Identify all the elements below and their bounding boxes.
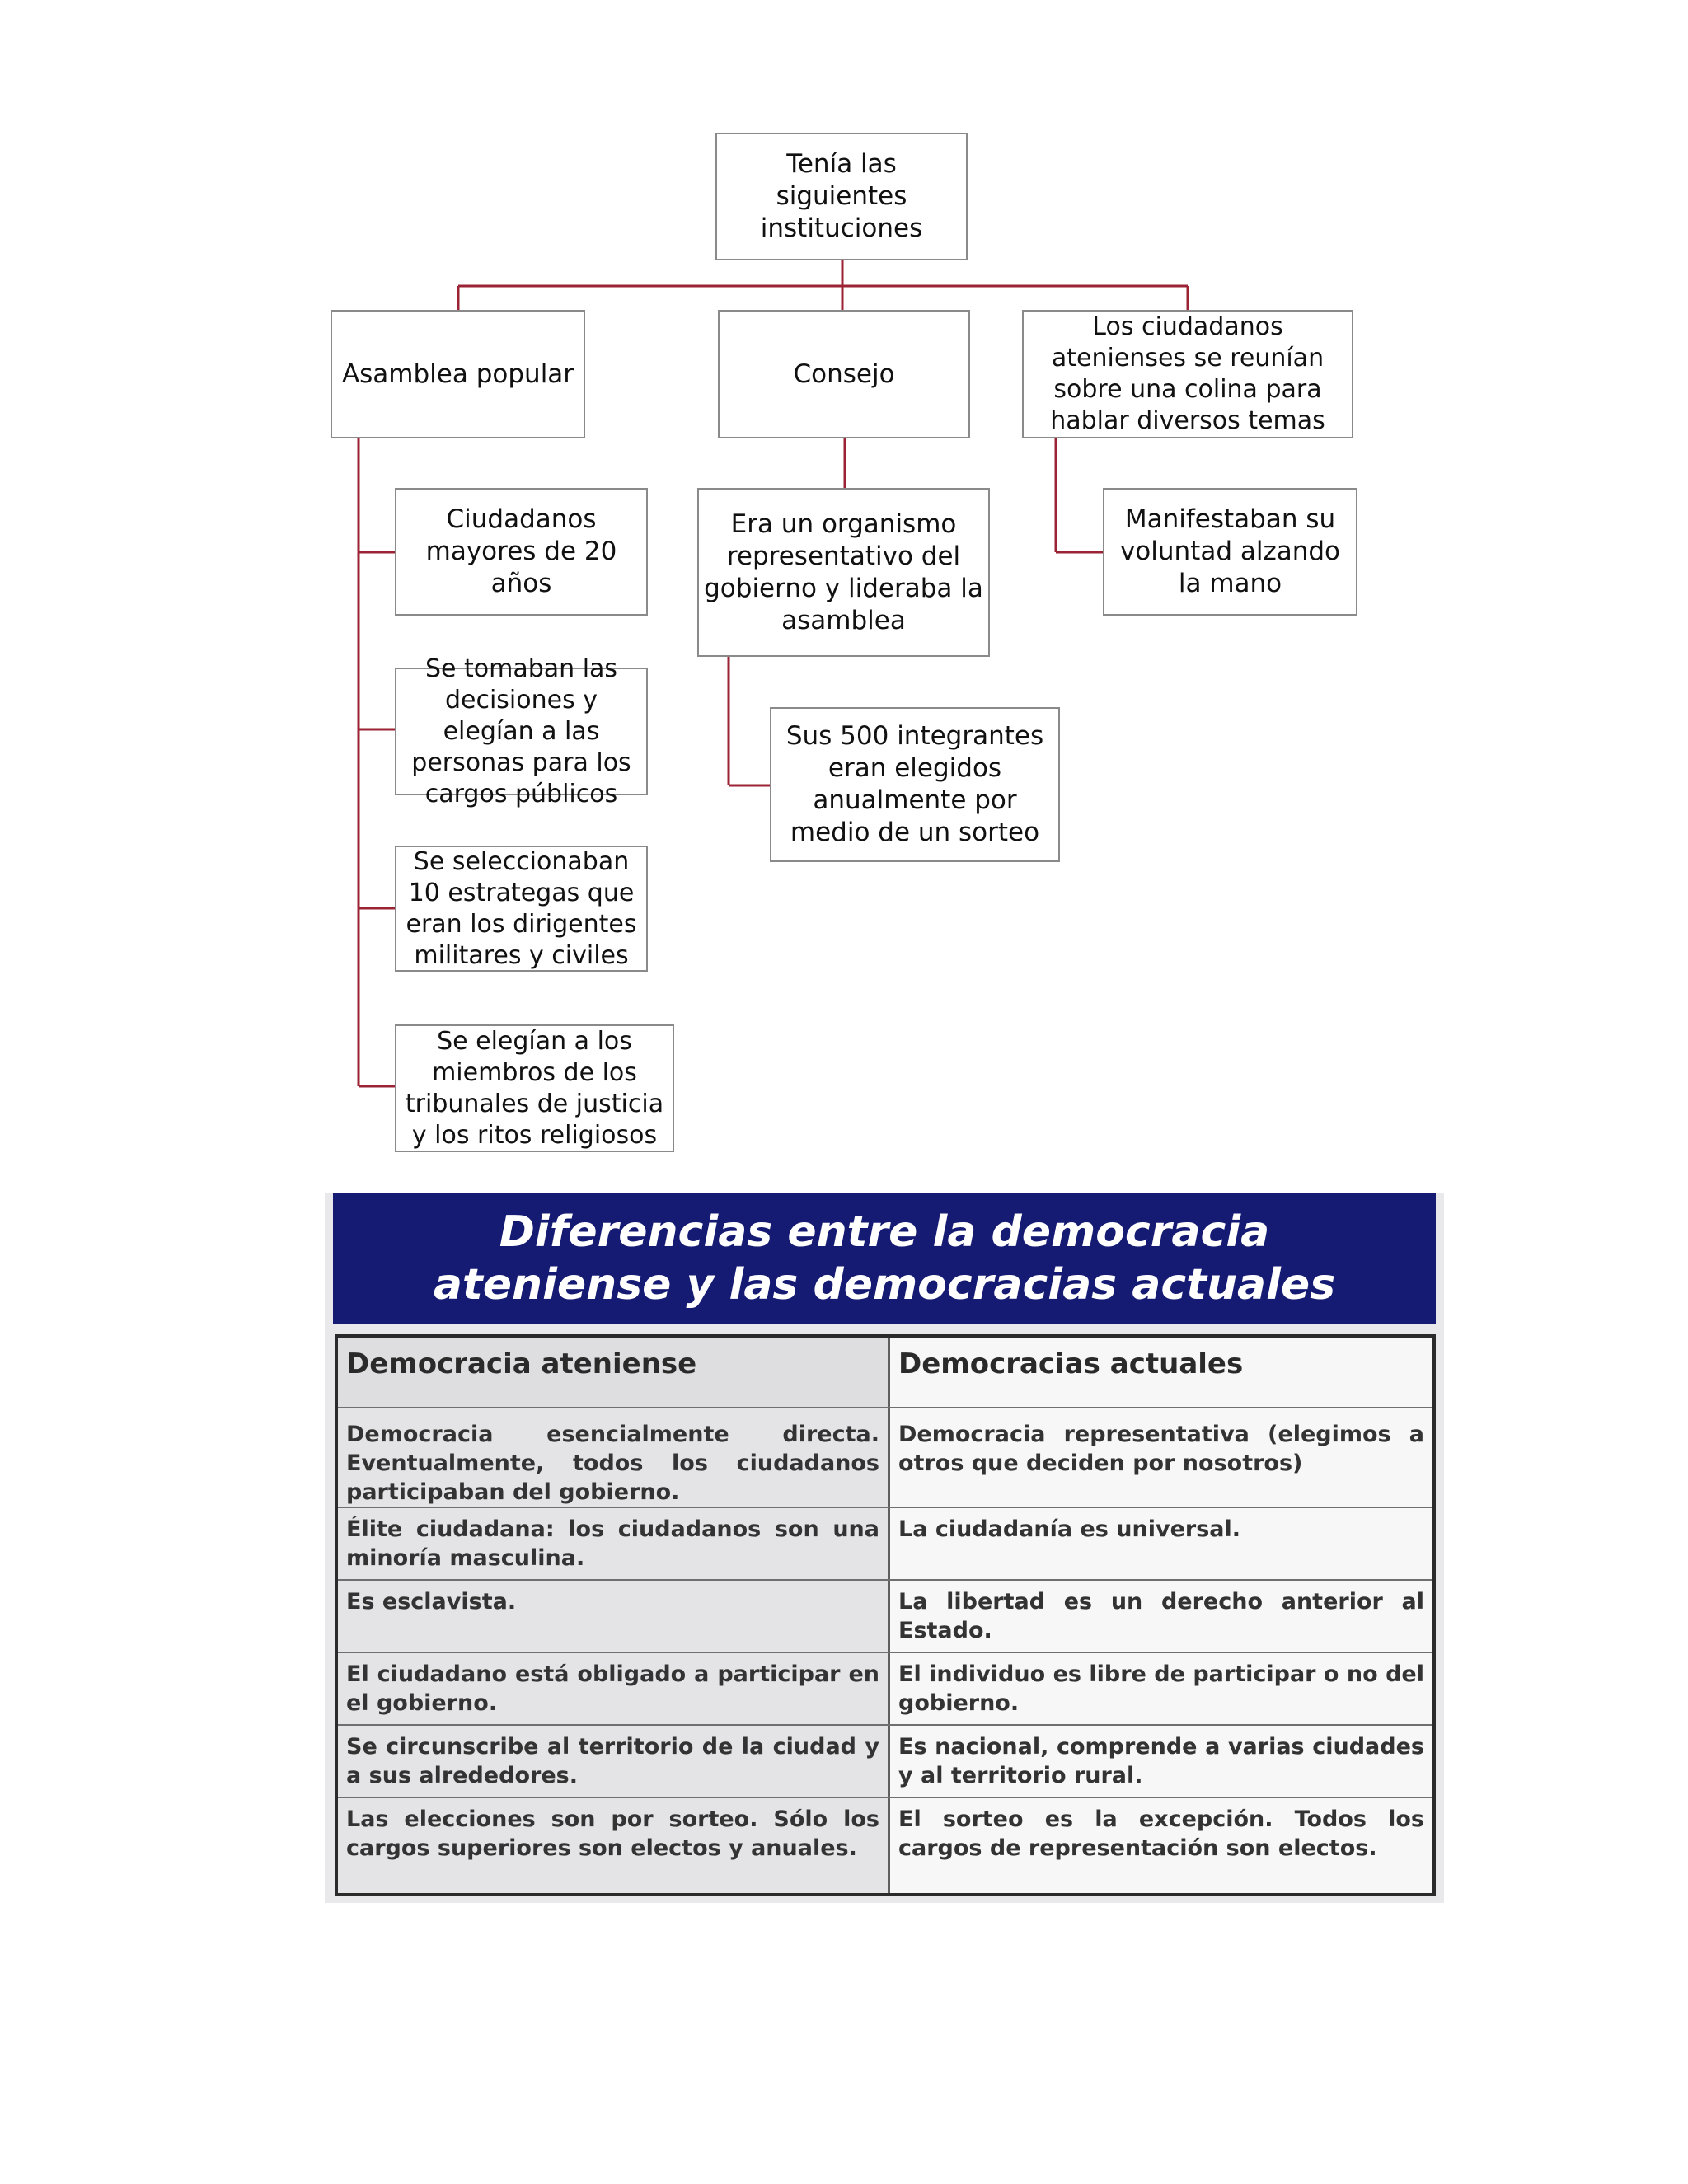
- table-row: [338, 1798, 1432, 1893]
- table-row: [338, 1726, 1432, 1798]
- comparison-table: [335, 1334, 1436, 1896]
- header-cell-ateniense: Democracia ateniense: [338, 1338, 890, 1407]
- table-cell: La libertad es un derecho anterior al Estado.: [890, 1581, 1432, 1652]
- asamblea-item-label: Se elegían a los miembros de los tribunales de justicia y los ritos religiosos: [405, 1026, 664, 1150]
- table-cell: La ciudadanía es universal.: [890, 1508, 1432, 1579]
- consejo-item-label: Era un organismo representativo del gobierno y lideraba la asamblea: [704, 509, 983, 635]
- ciudadanos-atenienses-label: Los ciudadanos atenienses se reunían sobre una colina para hablar diversos temas: [1050, 312, 1325, 435]
- ciudadanos-item-node: [1103, 488, 1357, 616]
- table-header-row: [338, 1338, 1432, 1408]
- asamblea-item-label: Se seleccionaban 10 estrategas que eran los dirigentes militares y civiles: [406, 846, 637, 970]
- table-cell: El sorteo es la excepción. Todos los cargos de representación son electos.: [890, 1798, 1432, 1893]
- table-row: [338, 1508, 1432, 1581]
- table-cell: Es nacional, comprende a varias ciudades y al territorio rural.: [890, 1726, 1432, 1797]
- table-cell: El ciudadano está obligado a participar en el gobierno.: [338, 1653, 890, 1724]
- ciudadanos-atenienses-node: [1022, 310, 1353, 438]
- asamblea-item-label: Ciudadanos mayores de 20 años: [425, 504, 617, 598]
- root-node-label: Tenía las siguientes instituciones: [760, 149, 923, 243]
- table-title-line-1: Diferencias entre la democracia: [499, 1207, 1270, 1257]
- table-row: [338, 1408, 1432, 1508]
- consejo-label: Consejo: [793, 359, 895, 389]
- asamblea-popular-label: Asamblea popular: [341, 359, 574, 389]
- asamblea-item-node: [395, 654, 648, 808]
- asamblea-item-node: [395, 846, 648, 972]
- table-cell: Es esclavista.: [338, 1581, 890, 1652]
- consejo-item-node: [697, 488, 990, 657]
- consejo-item-label: Sus 500 integrantes eran elegidos anualmente por medio de un sorteo: [785, 721, 1044, 847]
- table-title-line-2: ateniense y las democracias actuales: [433, 1260, 1336, 1310]
- comparison-table-figure: [325, 1193, 1444, 1903]
- consejo-item-node: [770, 707, 1060, 862]
- table-cell: Democracia representativa (elegimos a otros que deciden por nosotros): [890, 1408, 1432, 1507]
- asamblea-item-node: [395, 1024, 674, 1152]
- table-cell: El individuo es libre de participar o no del gobierno.: [890, 1653, 1432, 1724]
- table-cell: Se circunscribe al territorio de la ciudad y a sus alrededores.: [338, 1726, 890, 1797]
- table-cell: Democracia esencialmente directa. Eventualmente, todos los ciudadanos participaban del gobierno.: [338, 1408, 890, 1507]
- consejo-node: [718, 310, 970, 438]
- asamblea-item-label: Se tomaban las decisiones y elegían a las personas para los cargos públicos: [411, 654, 631, 808]
- table-row: [338, 1653, 1432, 1726]
- root-node: [715, 133, 968, 260]
- asamblea-popular-node: [331, 310, 585, 438]
- header-cell-actuales: Democracias actuales: [890, 1338, 1432, 1407]
- ciudadanos-item-label: Manifestaban su voluntad alzando la mano: [1119, 504, 1341, 598]
- asamblea-item-node: [395, 488, 648, 616]
- table-row: [338, 1581, 1432, 1653]
- table-title-banner: [333, 1193, 1436, 1324]
- table-cell: Las elecciones son por sorteo. Sólo los cargos superiores son electos y anuales.: [338, 1798, 890, 1893]
- table-cell: Élite ciudadana: los ciudadanos son una minoría masculina.: [338, 1508, 890, 1579]
